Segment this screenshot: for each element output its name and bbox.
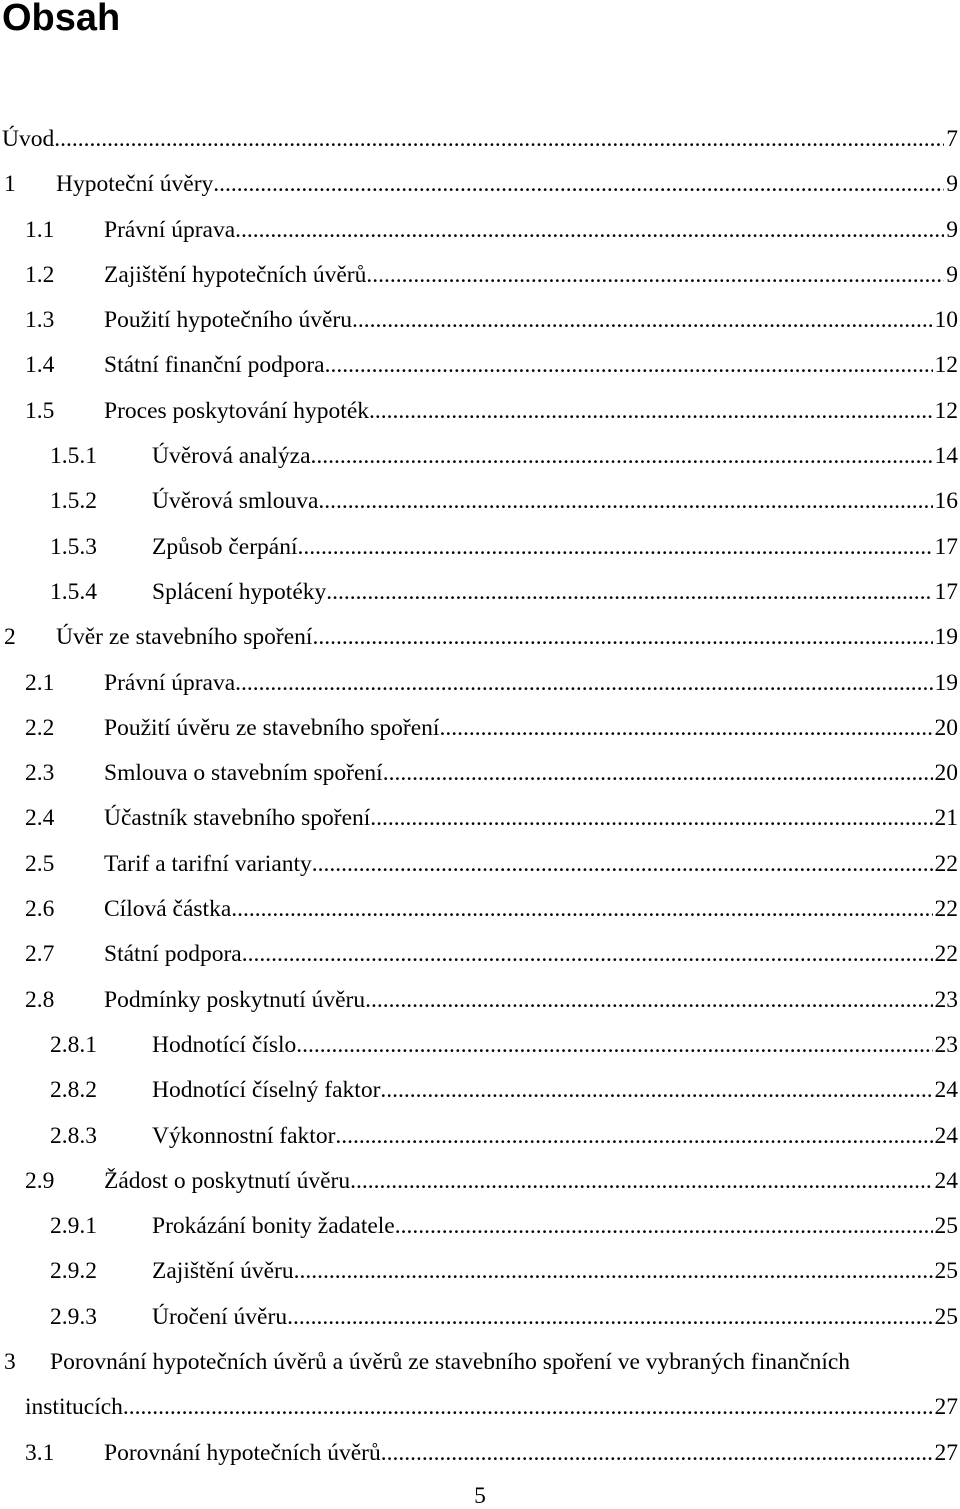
toc-entry-page: 25 [934, 1213, 958, 1240]
toc-entry-number: 2.8 [25, 986, 55, 1013]
toc-entry-title: Použití hypotečního úvěru [104, 307, 353, 334]
toc-entry-title: Státní finanční podpora [104, 352, 325, 379]
toc-entry-number: 1 [4, 171, 16, 198]
toc-dot-leader [326, 570, 932, 615]
toc-dot-leader [381, 1431, 933, 1476]
toc-entry-page: 9 [946, 261, 958, 288]
toc-dot-leader [311, 434, 933, 479]
toc-entry-number: 3 [4, 1349, 16, 1376]
toc-entry-1-2[interactable] [0, 253, 960, 298]
toc-entry-number: 2.6 [25, 896, 55, 923]
toc-entry-number: 2.5 [25, 850, 55, 877]
toc-entry-title: Porovnání hypotečních úvěrů [104, 1439, 381, 1466]
toc-dot-leader [380, 1068, 932, 1113]
toc-entry-number: 1.5.1 [50, 443, 97, 470]
toc-entry-2-9-3[interactable] [0, 1295, 960, 1340]
toc-entry-1-5-4[interactable] [0, 570, 960, 615]
toc-entry-page: 14 [934, 443, 958, 470]
toc-dot-leader [123, 1385, 933, 1430]
toc-entry-page: 21 [934, 805, 958, 832]
toc-entry-page: 23 [934, 1031, 958, 1058]
table-of-contents [0, 117, 960, 1476]
toc-entry-page: 7 [946, 126, 958, 152]
toc-entry-number: 1.2 [25, 261, 55, 288]
toc-entry-number: 2.9.1 [50, 1213, 97, 1240]
toc-entry-page: 22 [934, 850, 958, 877]
toc-entry-title: Úvod [2, 126, 55, 152]
toc-entry-number: 3.1 [25, 1439, 55, 1466]
toc-entry-2-1[interactable] [0, 661, 960, 706]
toc-dot-leader [231, 887, 932, 932]
toc-entry-number: 2.2 [25, 714, 55, 741]
toc-dot-leader [54, 117, 944, 162]
toc-dot-leader [298, 525, 933, 570]
toc-entry-title: Úvěr ze stavebního spoření [56, 624, 313, 651]
toc-entry-2-9-1[interactable] [0, 1204, 960, 1249]
toc-entry-3-continuation[interactable] [0, 1385, 960, 1430]
toc-entry-number: 2.9 [25, 1167, 55, 1194]
toc-entry-title: Úvěrová smlouva [152, 488, 319, 515]
toc-entry-number: 1.5.3 [50, 533, 97, 560]
toc-entry-1-5-3[interactable] [0, 525, 960, 570]
toc-entry-page: 27 [934, 1394, 958, 1421]
toc-entry-page: 25 [934, 1258, 958, 1285]
toc-entry-page: 10 [934, 307, 958, 334]
toc-entry-page: 19 [934, 669, 958, 696]
toc-dot-leader [352, 298, 932, 343]
toc-entry-number: 1.3 [25, 307, 55, 334]
toc-entry-1-5-1[interactable] [0, 434, 960, 479]
toc-entry-title: Hypoteční úvěry [56, 171, 214, 198]
toc-entry-2-6[interactable] [0, 887, 960, 932]
toc-entry-number: 2.9.2 [50, 1258, 97, 1285]
toc-dot-leader [235, 661, 932, 706]
toc-entry-title: Žádost o poskytnutí úvěru [104, 1167, 351, 1194]
toc-entry-page: 9 [946, 216, 958, 243]
toc-entry-page: 22 [934, 896, 958, 923]
toc-entry-title: Úročení úvěru [152, 1303, 288, 1330]
toc-entry-page: 24 [934, 1122, 958, 1149]
toc-entry-number: 1.5.4 [50, 578, 97, 605]
toc-dot-leader [395, 1204, 933, 1249]
toc-dot-leader [365, 978, 932, 1023]
toc-dot-leader [318, 479, 932, 524]
toc-entry-2-9-2[interactable] [0, 1249, 960, 1294]
toc-dot-leader [370, 796, 932, 841]
toc-dot-leader [335, 1114, 932, 1159]
toc-entry-title: Zajištění úvěru [152, 1258, 294, 1285]
toc-entry-number: 1.1 [25, 216, 55, 243]
toc-entry-page: 25 [934, 1303, 958, 1330]
toc-dot-leader [296, 1023, 932, 1068]
toc-dot-leader [312, 615, 932, 660]
toc-entry-number: 2 [4, 624, 16, 651]
toc-entry-number: 2.7 [25, 941, 55, 968]
toc-entry-2-4[interactable] [0, 796, 960, 841]
toc-dot-leader [350, 1159, 932, 1204]
toc-entry-title: institucích [25, 1394, 123, 1421]
toc-entry-number: 2.1 [25, 669, 55, 696]
toc-dot-leader [213, 162, 944, 207]
toc-entry-2[interactable] [0, 615, 960, 660]
toc-entry-1-1[interactable] [0, 208, 960, 253]
toc-entry-title: Hodnotící číselný faktor [152, 1077, 381, 1104]
toc-entry-2-8[interactable] [0, 978, 960, 1023]
toc-dot-leader [287, 1295, 932, 1340]
toc-entry-2-9[interactable] [0, 1159, 960, 1204]
toc-dot-leader [383, 751, 933, 796]
toc-entry-number: 2.8.1 [50, 1031, 97, 1058]
toc-entry-title: Cílová částka [104, 896, 232, 923]
toc-entry-2-8-2[interactable] [0, 1068, 960, 1113]
toc-entry-1[interactable] [0, 162, 960, 207]
toc-entry-number: 2.4 [25, 805, 55, 832]
toc-dot-leader [294, 1249, 933, 1294]
toc-entry-title: Právní úprava [104, 669, 236, 696]
toc-entry-title: Zajištění hypotečních úvěrů [104, 261, 367, 288]
toc-entry-title: Tarif a tarifní varianty [104, 850, 312, 877]
toc-entry-title: Úvěrová analýza [152, 443, 311, 470]
toc-entry-title: Způsob čerpání [152, 533, 298, 560]
toc-entry-title: Porovnání hypotečních úvěrů a úvěrů ze stavebního spoření ve vybraných finančních [50, 1349, 851, 1376]
toc-entry-title: Hodnotící číslo [152, 1031, 297, 1058]
toc-entry-1-4[interactable] [0, 343, 960, 388]
toc-entry-2-8-1[interactable] [0, 1023, 960, 1068]
toc-entry-title: Podmínky poskytnutí úvěru [104, 986, 366, 1013]
toc-entry-1-5-2[interactable] [0, 479, 960, 524]
toc-entry-page: 23 [934, 986, 958, 1013]
toc-entry-1-3[interactable] [0, 298, 960, 343]
toc-entry-title: Právní úprava [104, 216, 236, 243]
toc-entry-2-7[interactable] [0, 932, 960, 977]
toc-entry-title: Použití úvěru ze stavebního spoření [104, 714, 440, 741]
toc-entry-page: 19 [934, 624, 958, 651]
toc-entry-page: 24 [934, 1167, 958, 1194]
toc-entry-title: Splácení hypotéky [152, 578, 327, 605]
toc-entry-number: 1.5 [25, 397, 55, 424]
toc-entry-number: 1.4 [25, 352, 55, 379]
toc-entry-page: 22 [934, 941, 958, 968]
toc-dot-leader [439, 706, 932, 751]
toc-entry-page: 16 [934, 488, 958, 515]
page-number: 5 [474, 1483, 486, 1509]
toc-dot-leader [312, 842, 933, 887]
toc-entry-page: 9 [946, 171, 958, 198]
toc-entry-3[interactable] [0, 1340, 960, 1385]
toc-dot-leader [235, 208, 944, 253]
toc-entry-2-8-3[interactable] [0, 1114, 960, 1159]
toc-entry-page: 17 [934, 533, 958, 560]
toc-entry-page: 24 [934, 1077, 958, 1104]
toc-entry-number: 1.5.2 [50, 488, 97, 515]
toc-entry-title: Výkonnostní faktor [152, 1122, 336, 1149]
toc-entry-number: 2.3 [25, 760, 55, 787]
toc-entry-title: Účastník stavebního spoření [104, 805, 371, 832]
toc-entry-page: 12 [934, 352, 958, 379]
toc-entry-intro[interactable] [0, 117, 960, 162]
toc-entry-number: 2.9.3 [50, 1303, 97, 1330]
toc-dot-leader [366, 253, 944, 298]
toc-dot-leader [325, 343, 933, 388]
page-title: Obsah [2, 0, 121, 39]
toc-entry-page: 27 [934, 1439, 958, 1466]
toc-entry-1-5[interactable] [0, 389, 960, 434]
toc-entry-page: 20 [934, 714, 958, 741]
toc-entry-page: 12 [934, 397, 958, 424]
toc-dot-leader [369, 389, 933, 434]
toc-entry-2-3[interactable] [0, 751, 960, 796]
toc-entry-3-1[interactable] [0, 1431, 960, 1476]
toc-entry-title: Prokázání bonity žadatele [152, 1213, 395, 1240]
toc-entry-title: Smlouva o stavebním spoření [104, 760, 383, 787]
toc-entry-number: 2.8.2 [50, 1077, 97, 1104]
toc-entry-2-2[interactable] [0, 706, 960, 751]
toc-entry-page: 17 [934, 578, 958, 605]
toc-entry-2-5[interactable] [0, 842, 960, 887]
toc-dot-leader [242, 932, 933, 977]
toc-entry-title: Státní podpora [104, 941, 242, 968]
toc-entry-number: 2.8.3 [50, 1122, 97, 1149]
toc-entry-page: 20 [934, 760, 958, 787]
toc-entry-title: Proces poskytování hypoték [104, 397, 369, 424]
